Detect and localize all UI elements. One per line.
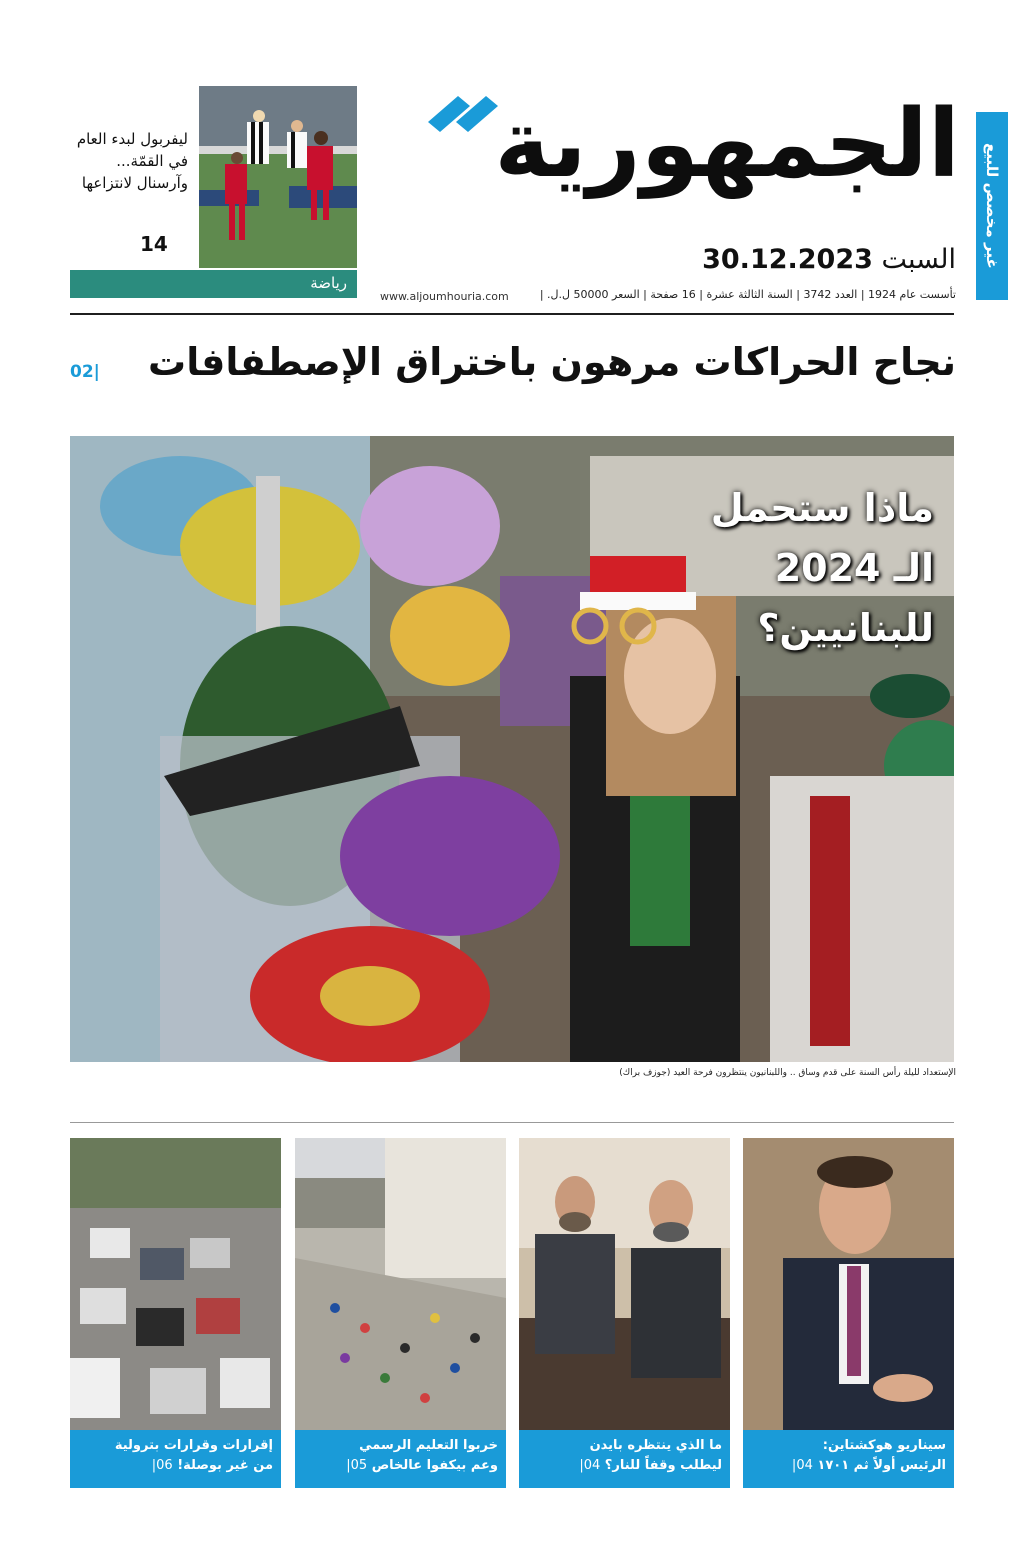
photo-caption: الإستعداد لليلة رأس السنة على قدم وساق .. واللبنانيون ينتظرون فرحة العيد (جوزف براك) (619, 1068, 956, 1078)
petroleum-page: 06| (151, 1458, 173, 1473)
main-headline[interactable]: نجاح الحراكات مرهون باختراق الإصطفافات (148, 340, 956, 384)
overlay-line-2: الـ 2024 (774, 546, 934, 590)
sports-photo[interactable] (199, 86, 357, 268)
story-card-hochstein[interactable] (743, 1138, 954, 1488)
hochstein-page: 04| (791, 1458, 813, 1473)
traffic-photo (70, 1138, 281, 1430)
section-rule (70, 1122, 954, 1123)
not-for-sale-tab: غير مخصص للبيع (976, 112, 1008, 300)
hochstein-photo (743, 1138, 954, 1430)
biden-line1: ما الذي ينتظره بايدن (589, 1438, 722, 1453)
petroleum-line1: إقرارات وقرارات بترولية (114, 1438, 273, 1453)
headline-page-ref: 02| (70, 362, 100, 382)
issue-date (702, 244, 956, 275)
overlay-line-1: ماذا ستحمل (710, 486, 934, 530)
website-link[interactable]: www.aljoumhouria.com (380, 290, 509, 303)
story-card-education[interactable] (295, 1138, 506, 1488)
education-page: 05| (346, 1458, 368, 1473)
education-caption[interactable] (295, 1430, 506, 1488)
issue-date-value: 30.12.2023 (702, 244, 873, 275)
education-line1: خربوا التعليم الرسمي (359, 1438, 498, 1453)
story-card-petroleum[interactable] (70, 1138, 281, 1488)
story-card-biden[interactable] (519, 1138, 730, 1488)
biden-story-photo (519, 1138, 730, 1430)
petroleum-caption[interactable] (70, 1430, 281, 1488)
biden-line2: ليطلب وقفاً للنار؟ (604, 1458, 722, 1473)
masthead-logo[interactable] (410, 88, 960, 218)
petroleum-line2: من غير بوصلة! (177, 1458, 273, 1473)
masthead-rule (70, 313, 954, 315)
hochstein-caption[interactable] (743, 1430, 954, 1488)
schoolyard-photo (295, 1138, 506, 1430)
sports-page-number: 14 (140, 232, 168, 256)
issue-meta: تأسست عام 1924 | العدد 3742 | السنة الثالثة عشرة | 16 صفحة | السعر 50000 ل.ل. | (539, 288, 956, 301)
hochstein-line1: سيناريو هوكشتاين: (822, 1438, 946, 1453)
logo-text: الجمهورية (494, 90, 960, 199)
logo-accent-icon (420, 92, 500, 142)
education-line2: وعم بيكفوا عالخاص (371, 1458, 498, 1473)
biden-page: 04| (579, 1458, 601, 1473)
sports-teaser-text[interactable]: ليفربول لبدء العام في القمّة... وآرسنال لانتزاعها (76, 130, 188, 192)
overlay-line-3: للبنانيين؟ (757, 606, 934, 650)
hochstein-line2: الرئيس أولاً ثم ١٧٠١ (817, 1458, 946, 1473)
main-story-overlay[interactable] (674, 478, 934, 658)
biden-caption[interactable] (519, 1430, 730, 1488)
sports-section-bar[interactable]: رياضة (70, 270, 357, 298)
issue-day: السبت (881, 244, 956, 275)
